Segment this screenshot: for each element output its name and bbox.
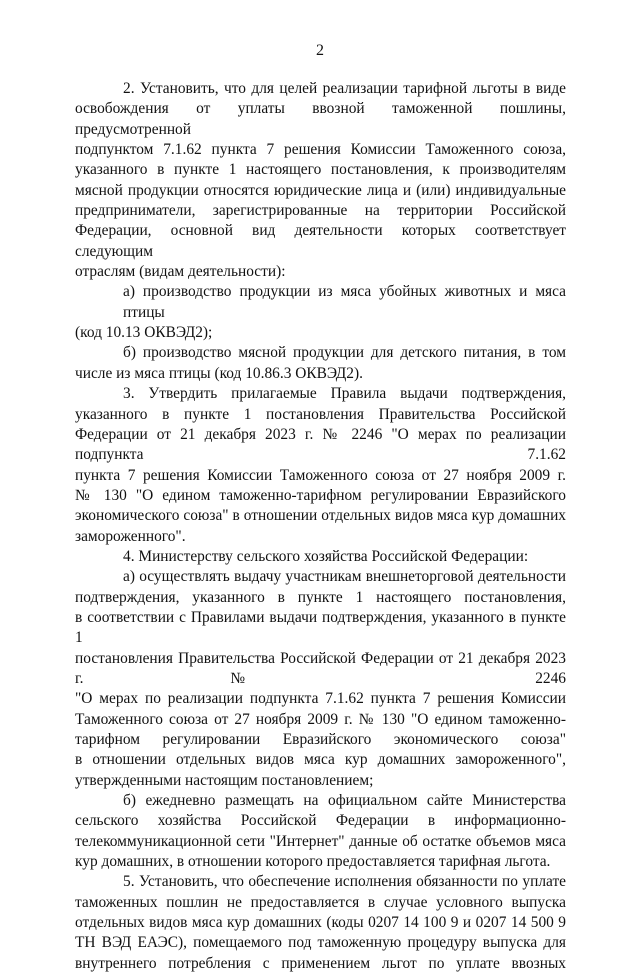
paragraph-2-line: 2. Установить, что для целей реализации тарифной льготы в виде [123,80,566,97]
paragraph-3-line: указанного в пункте 1 постановления Правительства Российской [75,405,566,423]
paragraph-4-a-line: утвержденными настоящим постановлением; [75,771,374,789]
paragraph-4-b-line: б) ежедневно размещать на официальном сайте Министерства [123,792,566,810]
paragraph-2-line: отраслям (видам деятельности): [75,263,286,281]
paragraph-5-line: отдельных видов мяса кур домашних (коды 0207 14 100 9 и 0207 14 500 9 [75,914,566,932]
paragraph-5-line: ТН ВЭД ЕАЭС), помещаемого под таможенную процедуру выпуска для [75,934,566,952]
paragraph-2-line: указанного в пункте 1 настоящего постановления, к производителям [75,161,566,179]
paragraph-2-a-line: (код 10.13 ОКВЭД2); [75,324,213,342]
paragraph-5-line: внутреннего потребления с применением льгот по уплате ввозных [75,954,566,972]
paragraph-5-line: 5. Установить, что обеспечение исполнения обязанности по уплате [123,873,566,891]
paragraph-4-b-line: кур домашних, в отношении которого предоставляется тарифная льгота. [75,853,551,871]
paragraph-4-b-line: сельского хозяйства Российской Федерации в информационно- [75,812,566,830]
paragraph-2-a-line: а) производство продукции из мяса убойных животных и мяса птицы [123,283,566,321]
paragraph-2-line: освобождения от уплаты ввозной таможенной пошлины, предусмотренной [75,100,566,138]
paragraph-4-a-line: в соответствии с Правилами выдачи подтверждения, указанного в пункте 1 [75,608,566,647]
paragraph-2-line: мясной продукции относятся юридические лица и (или) индивидуальные [75,181,566,199]
paragraph-4-line: 4. Министерству сельского хозяйства Российской Федерации: [123,547,529,565]
paragraph-2-b-line: б) производство мясной продукции для детского питания, в том [123,344,566,362]
paragraph-4-a-line: а) осуществлять выдачу участникам внешнеторговой деятельности [123,568,566,586]
paragraph-2-line: Федерации, основной вид деятельности которых соответствует следующим [75,222,566,260]
paragraph-3-line: 3. Утвердить прилагаемые Правила выдачи подтверждения, [123,385,566,403]
paragraph-4-a-line: постановления Правительства Российской Федерации от 21 декабря 2023 г. № 2246 [75,649,566,687]
paragraph-3-line: Федерации от 21 декабря 2023 г. № 2246 "О мерах по реализации подпункта 7.1.62 [75,425,566,464]
paragraph-4-b-line: телекоммуникационной сети "Интернет" данные об остатке объемов мяса [75,832,566,850]
paragraph-4-a-line: "О мерах по реализации подпункта 7.1.62 пункта 7 решения Комиссии [75,690,566,708]
paragraph-3-line: замороженного". [75,527,186,545]
paragraph-4-a-line: Таможенного союза от 27 ноября 2009 г. № 130 "О едином таможенно- [75,710,566,728]
page-number: 2 [316,42,324,59]
paragraph-2-line: подпунктом 7.1.62 пункта 7 решения Комиссии Таможенного союза, [75,141,566,159]
paragraph-2-line: предприниматели, зарегистрированные на территории Российской [75,202,566,220]
paragraph-3-line: экономического союза" в отношении отдельных видов мяса кур домашних [75,507,566,525]
paragraph-4-a-line: в отношении отдельных видов мяса кур домашних замороженного", [75,751,566,769]
paragraph-2-b-line: числе из мяса птицы (код 10.86.3 ОКВЭД2). [75,364,363,382]
paragraph-4-a-line: подтверждения, указанного в пункте 1 настоящего постановления, [75,588,566,606]
document-body [75,79,566,974]
paragraph-3-line: № 130 "О едином таможенно-тарифном регулировании Евразийского [75,486,566,504]
paragraph-4-a-line: тарифном регулировании Евразийского экономического союза" [75,731,566,748]
paragraph-5-line: таможенных пошлин не предоставляется в случае условного выпуска [75,893,566,911]
paragraph-3-line: пункта 7 решения Комиссии Таможенного союза от 27 ноября 2009 г. [75,466,566,484]
